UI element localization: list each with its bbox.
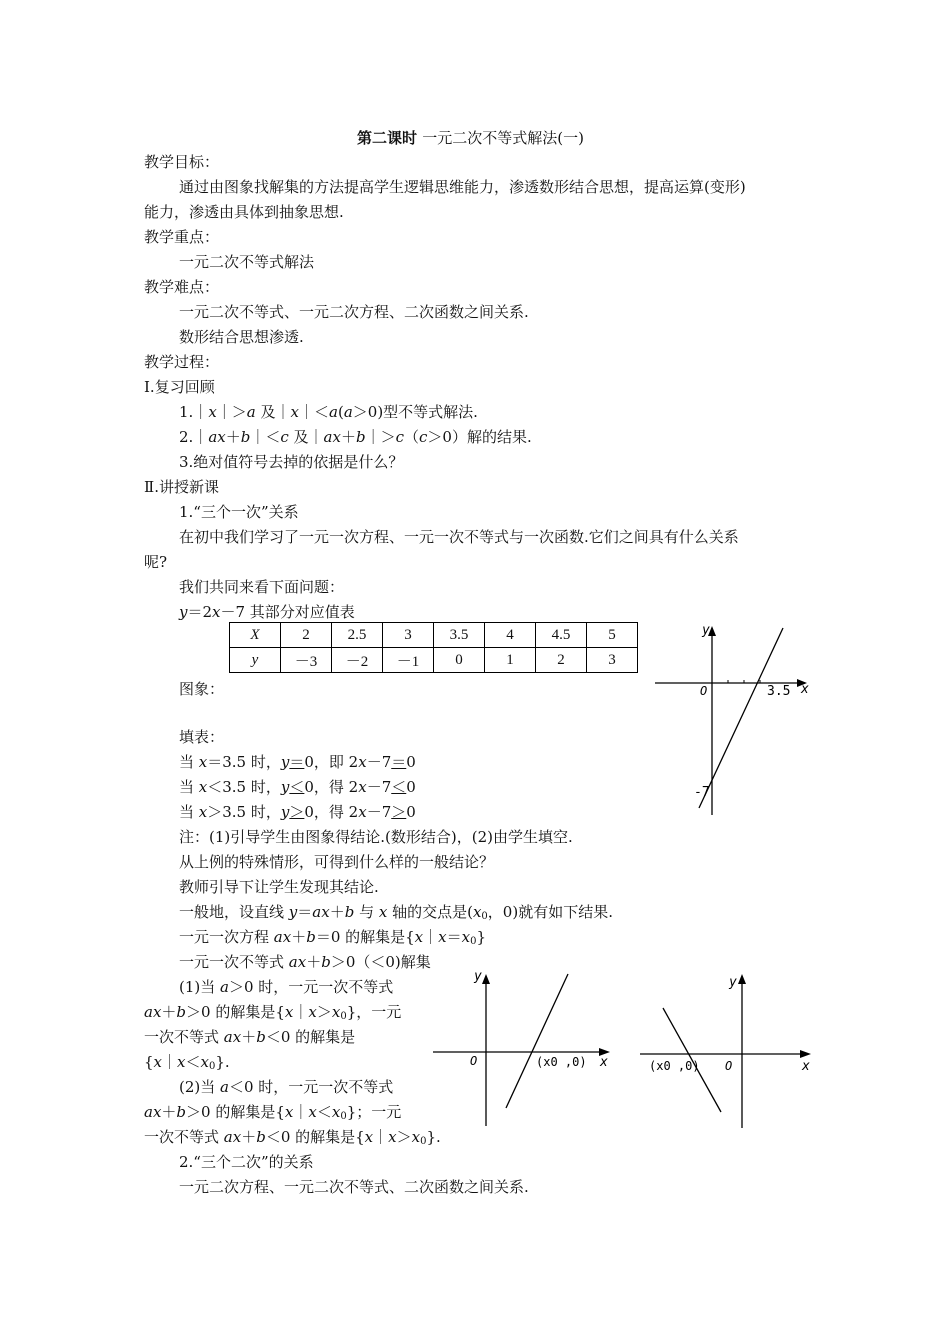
origin-label: O [700, 684, 708, 698]
process-label: 教学过程： [144, 353, 220, 371]
graph-negative-slope [635, 966, 825, 1136]
y-axis-arrow [738, 974, 746, 984]
case1-line-3: 一次不等式 ax＋b＜0 的解集是 [144, 1028, 356, 1046]
table-cell: 2.5 [332, 623, 383, 648]
fill-line-3: 当 x＞3.5 时，y＞0，得 2x－7＞0 [179, 803, 416, 821]
value-table [229, 622, 638, 673]
goals-text-2: 能力，渗透由具体到抽象思想. [144, 203, 344, 221]
key-label: 教学重点： [144, 228, 220, 246]
graph-positive-slope [428, 966, 618, 1131]
title-bold: 第二课时 [357, 129, 418, 147]
y-axis-label: y [474, 969, 482, 984]
root-label: (x0 ,0) [536, 1055, 587, 1069]
note-line: 注：(1)引导学生由图象得结论.(数形结合)，(2)由学生填空. [179, 828, 573, 846]
s2-heading: 2.“三个二次”的关系 [179, 1153, 314, 1171]
x-axis-label: x [600, 1055, 608, 1070]
goals-text-1: 通过由图象找解集的方法提高学生逻辑思维能力，渗透数形结合思想，提高运算(变形) [179, 178, 746, 196]
general-question: 从上例的特殊情形，可得到什么样的一般结论？ [179, 853, 495, 871]
table-row [230, 623, 638, 648]
case2-line-3: 一次不等式 ax＋b＜0 的解集是$\{x|x>x_0\}$. [144, 1128, 441, 1147]
root-label: (x0 ,0) [649, 1059, 700, 1073]
linear-equation-line: 一元一次方程 ax＋b＝0 的解集是$\{x|x=x_0\}$ [179, 928, 487, 947]
table-cell: －3 [281, 648, 332, 673]
page-title [357, 129, 584, 147]
teacher-line: 教师引导下让学生发现其结论. [179, 878, 379, 896]
table-cell: 0 [434, 648, 485, 673]
table-cell: －1 [383, 648, 434, 673]
graph-label: 图象： [179, 680, 225, 698]
x-axis-arrow [800, 1050, 811, 1058]
s1-text-2: 呢? [144, 553, 168, 571]
table-cell: 3.5 [434, 623, 485, 648]
table-cell: 2 [281, 623, 332, 648]
table-cell: 3 [383, 623, 434, 648]
x-axis-label: x [802, 1059, 810, 1074]
case1-line-1: (1)当 a＞0 时，一元一次不等式 [179, 978, 394, 996]
y-axis-label: y [729, 975, 737, 990]
case1-line-4: $\{x|x<x_0\}$. [144, 1053, 230, 1072]
case2-line-2: ax＋b＞0 的解集是$\{x|x<x_0\}$；一元 [144, 1103, 402, 1122]
review-q1: 1.｜x｜＞a 及｜x｜＜a(a＞0)型不等式解法. [179, 403, 478, 421]
new-heading: Ⅱ.讲授新课 [144, 478, 219, 496]
table-cell: 5 [587, 623, 638, 648]
difficult-text-1: 一元二次不等式、一元二次方程、二次函数之间关系. [179, 303, 529, 321]
y-axis-arrow [482, 974, 490, 984]
y-axis-label: y [702, 623, 710, 638]
fill-line-2: 当 x＜3.5 时，y＜0，得 2x－7＜0 [179, 778, 416, 796]
x-axis-label: x [801, 682, 809, 697]
review-q3: 3.绝对值符号去掉的依据是什么？ [179, 453, 404, 471]
fill-line-1: 当 x＝3.5 时，y＝0，即 2x－7＝0 [179, 753, 416, 771]
x-intercept-label: 3.5 [767, 684, 791, 699]
function-line: y＝2x－7 其部分对应值表 [179, 603, 355, 621]
table-header-x: X [230, 623, 281, 648]
fill-label: 填表： [179, 728, 225, 746]
case1-line-2: ax＋b＞0 的解集是$\{x|x>x_0\}$，一元 [144, 1003, 402, 1022]
origin-label: O [470, 1054, 478, 1068]
table-cell: 4 [485, 623, 536, 648]
s1-text-1: 在初中我们学习了一元一次方程、一元一次不等式与一次函数.它们之间具有什么关系 [179, 528, 739, 546]
title-rest: 一元二次不等式解法(一) [422, 129, 584, 147]
general-intro: 一般地，设直线 y＝ax＋b 与 x 轴的交点是($x_0$，0)就有如下结果. [179, 903, 613, 922]
s1-heading: 1.“三个一次”关系 [179, 503, 299, 521]
table-cell: 2 [536, 648, 587, 673]
difficult-text-2: 数形结合思想渗透. [179, 328, 304, 346]
origin-label: O [725, 1059, 733, 1073]
y-intercept-label: -7 [694, 785, 710, 800]
review-heading: Ⅰ.复习回顾 [144, 378, 215, 396]
difficult-label: 教学难点： [144, 278, 220, 296]
s2-text: 一元二次方程、一元二次不等式、二次函数之间关系. [179, 1178, 529, 1196]
linear-inequality-line: 一元一次不等式 ax＋b＞0（＜0)解集 [179, 953, 431, 971]
table-cell: 1 [485, 648, 536, 673]
table-cell: 4.5 [536, 623, 587, 648]
table-row [230, 648, 638, 673]
graph-linear-function [655, 620, 820, 820]
goals-label: 教学目标： [144, 153, 220, 171]
key-text: 一元二次不等式解法 [179, 253, 315, 271]
table-cell: 3 [587, 648, 638, 673]
look-line: 我们共同来看下面问题： [179, 578, 345, 596]
table-cell: －2 [332, 648, 383, 673]
case2-line-1: (2)当 a＜0 时，一元一次不等式 [179, 1078, 394, 1096]
function-line [506, 974, 568, 1108]
table-header-y: y [230, 648, 281, 673]
review-q2: 2.｜ax＋b｜＜c 及｜ax＋b｜＞c（c＞0）解的结果. [179, 428, 532, 446]
